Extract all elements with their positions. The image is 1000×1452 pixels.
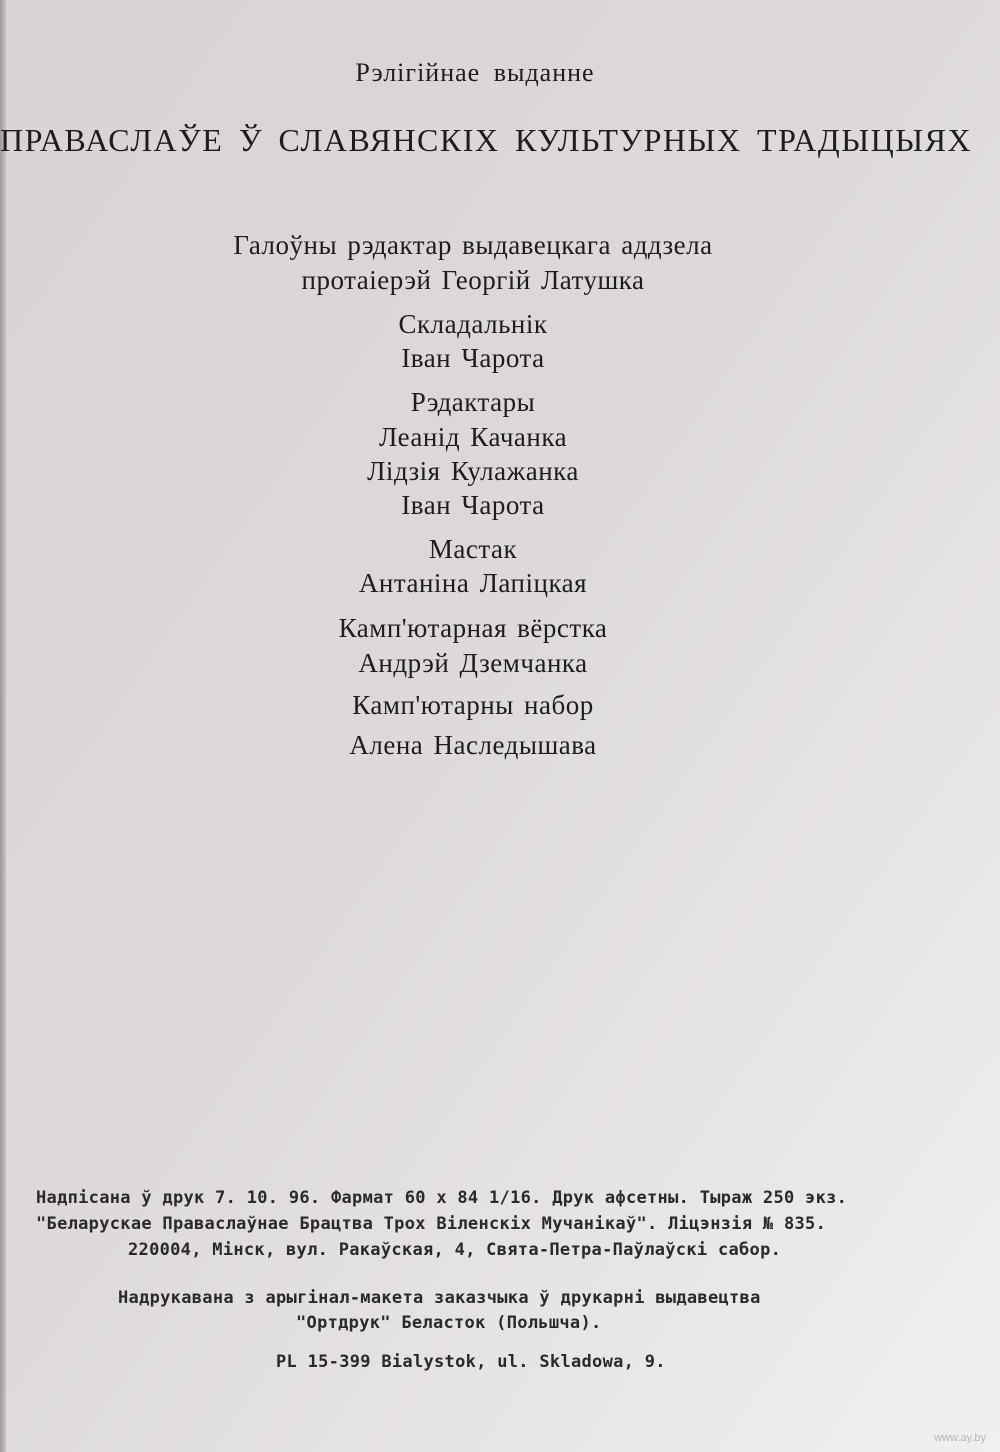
editor-name: Леанід Качанка bbox=[378, 422, 568, 452]
imprint-line-printer-name: "Ортдрук" Беласток (Польшча). bbox=[296, 1313, 602, 1333]
editor-name: Лідзія Кулажанка bbox=[367, 456, 579, 486]
imprint-line-printer-address: PL 15-399 Bialystok, ul. Skladowa, 9. bbox=[276, 1352, 666, 1372]
layout-name: Андрэй Дземчанка bbox=[358, 648, 588, 678]
page-left-edge bbox=[0, 0, 6, 1452]
imprint-line-print-details: Надпісана ў друк 7. 10. 96. Фармат 60 x 84 1/16. Друк афсетны. Тыраж 250 экз. bbox=[36, 1188, 848, 1208]
series-label: Рэлігійнае выданне bbox=[355, 58, 595, 87]
chief-editor-name: протаіерэй Георгій Латушка bbox=[301, 265, 645, 295]
artist-role: Мастак bbox=[428, 534, 518, 564]
imprint-line-printer: Надрукавана з арыгінал-макета заказчыка ў друкарні выдавецтва bbox=[118, 1288, 761, 1308]
typesetting-role: Камп'ютарны набор bbox=[352, 690, 594, 720]
compiler-role: Складальнік bbox=[398, 309, 548, 339]
imprint-line-publisher: "Беларускае Праваслаўнае Брацтва Трох Віленскіх Мучанікаў". Ліцэнзія № 835. bbox=[36, 1214, 827, 1234]
editors-role: Рэдактары bbox=[410, 387, 536, 417]
imprint-line-address: 220004, Мінск, вул. Ракаўская, 4, Свята-Петра-Паўлаўскі сабор. bbox=[128, 1240, 782, 1260]
typesetting-name: Алена Наследышава bbox=[349, 730, 597, 760]
editor-name: Іван Чарота bbox=[401, 490, 545, 520]
book-title: ПРАВАСЛАЎЕ Ў СЛАВЯНСКІХ КУЛЬТУРНЫХ ТРАДЫЦЫЯХ bbox=[0, 122, 973, 158]
layout-role: Камп'ютарная вёрстка bbox=[338, 613, 608, 643]
artist-name: Антаніна Лапіцкая bbox=[358, 568, 588, 598]
chief-editor-role: Галоўны рэдактар выдавецкага аддзела bbox=[233, 230, 713, 260]
compiler-name: Іван Чарота bbox=[401, 343, 545, 373]
site-watermark: www.ay.by bbox=[934, 1432, 986, 1444]
